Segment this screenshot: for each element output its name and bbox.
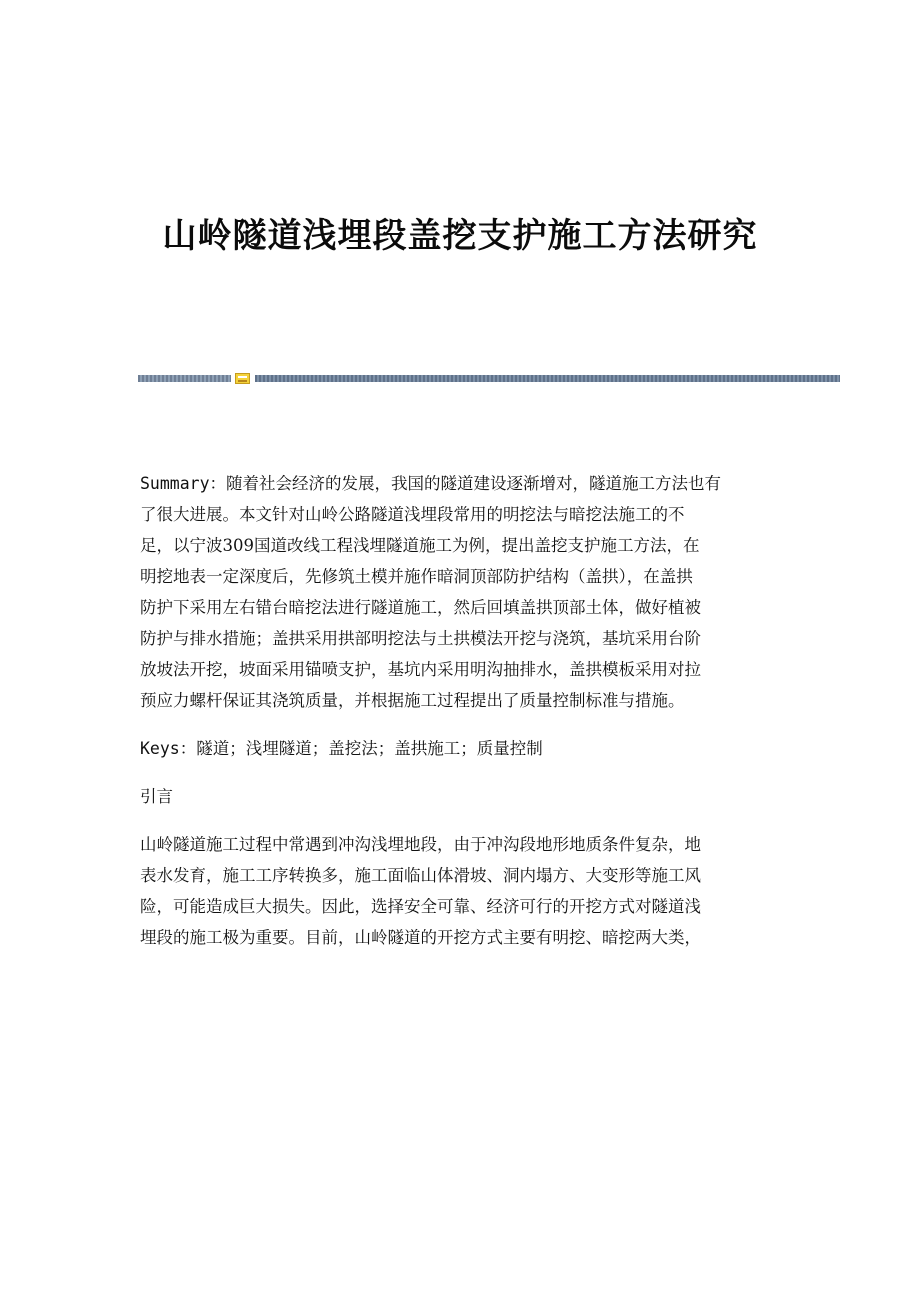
document-title: 山岭隧道浅埋段盖挖支护施工方法研究 bbox=[162, 216, 758, 256]
divider-right-bar bbox=[255, 375, 840, 382]
summary-text: 随着社会经济的发展，我国的隧道建设逐渐增对，隧道施工方法也有 了很大进展。本文针对山岭公路隧道浅埋段常用的明挖法与暗挖法施工的不 足，以宁波309国道改线工程浅埋隧道施工为例，提出盖挖支护施工方法，在 明挖地表一定深度后，先修筑土模并施作暗洞顶部防护结构（盖拱），在盖拱 防护下采用左右错台暗挖法进行隧道施工，然后回填盖拱顶部土体，做好植被 防护与排水措施；盖拱采用拱部明挖法与土拱模法开挖与浇筑，基坑采用台阶 放坡法开挖，坡面采用锚喷支护，基坑内采用明沟抽排水，盖拱模板采用对拉 预应力螺杆保证其浇筑质量，并根据施工过程提出了质量控制标准与措施。 bbox=[140, 474, 722, 710]
keys-paragraph bbox=[140, 733, 780, 764]
divider-left-bar bbox=[138, 375, 231, 382]
divider-ornament-icon bbox=[235, 373, 250, 384]
title-divider bbox=[138, 372, 840, 386]
document-body bbox=[140, 468, 780, 970]
keys-text: 隧道；浅埋隧道；盖挖法；盖拱施工；质量控制 bbox=[196, 739, 543, 758]
summary-paragraph bbox=[140, 468, 780, 716]
intro-heading: 引言 bbox=[140, 787, 173, 806]
summary-label: Summary： bbox=[140, 474, 227, 493]
intro-paragraph: 山岭隧道施工过程中常遇到冲沟浅埋地段，由于冲沟段地形地质条件复杂，地 表水发育，施工工序转换多，施工面临山体滑坡、洞内塌方、大变形等施工风 险，可能造成巨大损失。因此，选择安全可靠、经济可行的开挖方式对隧道浅 埋段的施工极为重要。目前，山岭隧道的开挖方式主要有明挖、暗挖两大类， bbox=[140, 835, 701, 947]
keys-label: Keys： bbox=[140, 739, 197, 758]
